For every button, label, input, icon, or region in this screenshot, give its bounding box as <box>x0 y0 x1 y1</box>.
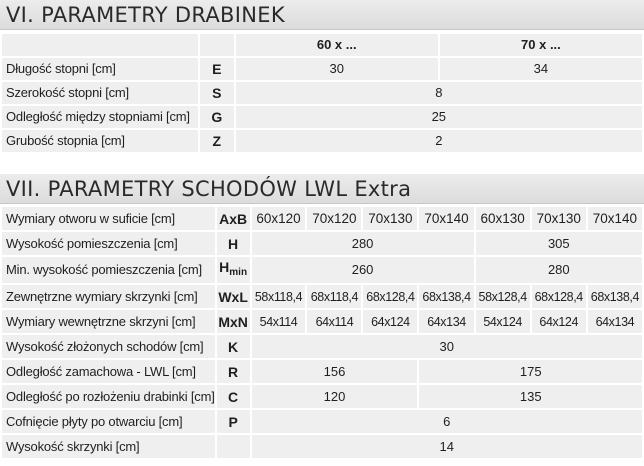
row-label: Min. wysokość pomieszczenia [cm] <box>2 257 215 283</box>
row-code: WxL <box>217 285 250 308</box>
value-cell: 14 <box>252 435 642 458</box>
size-header: 70x120 <box>307 207 361 230</box>
row-code: E <box>200 58 234 80</box>
value-cell: 54x124 <box>476 310 530 333</box>
ladder-parameters-table <box>0 32 644 154</box>
value-cell: 64x134 <box>588 310 642 333</box>
size-header: 70x130 <box>363 207 417 230</box>
table-row <box>2 257 642 283</box>
row-code: AxB <box>217 207 250 230</box>
row-code: S <box>200 82 234 104</box>
table-header-row <box>2 207 642 230</box>
table-row <box>2 82 642 104</box>
size-header: 60x130 <box>476 207 530 230</box>
value-cell: 64x134 <box>419 310 473 333</box>
section-vi-title: VI. PARAMETRY DRABINEK <box>0 0 644 30</box>
table-row <box>2 335 642 358</box>
column-header: 60 x ... <box>236 34 438 56</box>
row-code <box>217 435 250 458</box>
size-header: 60x120 <box>252 207 306 230</box>
value-cell: 68x138,4 <box>588 285 642 308</box>
value-cell: 156 <box>252 360 418 383</box>
row-code: H <box>217 232 250 255</box>
table-row <box>2 435 642 458</box>
code-subscript: min <box>229 267 248 278</box>
row-label: Szerokość stopni [cm] <box>2 82 198 104</box>
row-code <box>217 257 250 283</box>
row-code: MxN <box>217 310 250 333</box>
row-label: Cofnięcie płyty po otwarciu [cm] <box>2 410 215 433</box>
table-row <box>2 106 642 128</box>
row-code: P <box>217 410 250 433</box>
value-cell: 68x128,4 <box>363 285 417 308</box>
size-header: 70x140 <box>419 207 473 230</box>
value-cell: 64x114 <box>307 310 361 333</box>
value-cell: 135 <box>419 385 642 408</box>
stairs-parameters-table <box>0 205 644 460</box>
row-code: R <box>217 360 250 383</box>
value-cell: 34 <box>440 58 642 80</box>
table-row <box>2 232 642 255</box>
value-cell: 30 <box>236 58 438 80</box>
table-row <box>2 360 642 383</box>
value-cell: 30 <box>252 335 642 358</box>
column-header: 70 x ... <box>440 34 642 56</box>
table-row <box>2 385 642 408</box>
value-cell: 58x118,4 <box>252 285 306 308</box>
value-cell: 175 <box>419 360 642 383</box>
value-cell: 68x128,4 <box>532 285 586 308</box>
row-label: Wysokość pomieszczenia [cm] <box>2 232 215 255</box>
table-row <box>2 285 642 308</box>
row-code: G <box>200 106 234 128</box>
value-cell: 280 <box>476 257 642 283</box>
value-cell: 54x114 <box>252 310 306 333</box>
size-header: 70x140 <box>588 207 642 230</box>
value-cell: 64x124 <box>532 310 586 333</box>
row-label: Wymiary otworu w suficie [cm] <box>2 207 215 230</box>
row-code: K <box>217 335 250 358</box>
value-cell: 120 <box>252 385 418 408</box>
value-cell: 68x118,4 <box>307 285 361 308</box>
header-blank-cell <box>2 34 198 56</box>
table-header-row <box>2 34 642 56</box>
header-blank-cell <box>200 34 234 56</box>
row-label: Zewnętrzne wymiary skrzynki [cm] <box>2 285 215 308</box>
value-cell: 2 <box>236 130 642 152</box>
row-label: Grubość stopnia [cm] <box>2 130 198 152</box>
value-cell: 280 <box>252 232 474 255</box>
row-code: C <box>217 385 250 408</box>
value-cell: 68x138,4 <box>419 285 473 308</box>
table-row <box>2 410 642 433</box>
table-row <box>2 310 642 333</box>
value-cell: 25 <box>236 106 642 128</box>
value-cell: 8 <box>236 82 642 104</box>
table-row <box>2 130 642 152</box>
row-label: Wysokość złożonych schodów [cm] <box>2 335 215 358</box>
value-cell: 260 <box>252 257 474 283</box>
row-label: Odległość po rozłożeniu drabinki [cm] <box>2 385 215 408</box>
value-cell: 64x124 <box>363 310 417 333</box>
row-label: Wysokość skrzynki [cm] <box>2 435 215 458</box>
row-label: Długość stopni [cm] <box>2 58 198 80</box>
size-header: 70x130 <box>532 207 586 230</box>
section-vii-title: VII. PARAMETRY SCHODÓW LWL Extra <box>0 174 644 204</box>
value-cell: 58x128,4 <box>476 285 530 308</box>
value-cell: 6 <box>252 410 642 433</box>
row-code: Z <box>200 130 234 152</box>
row-label: Wymiary wewnętrzne skrzyni [cm] <box>2 310 215 333</box>
row-label: Odległość między stopniami [cm] <box>2 106 198 128</box>
code-main: H <box>219 259 230 275</box>
table-row <box>2 58 642 80</box>
value-cell: 305 <box>476 232 642 255</box>
row-label: Odległość zamachowa - LWL [cm] <box>2 360 215 383</box>
